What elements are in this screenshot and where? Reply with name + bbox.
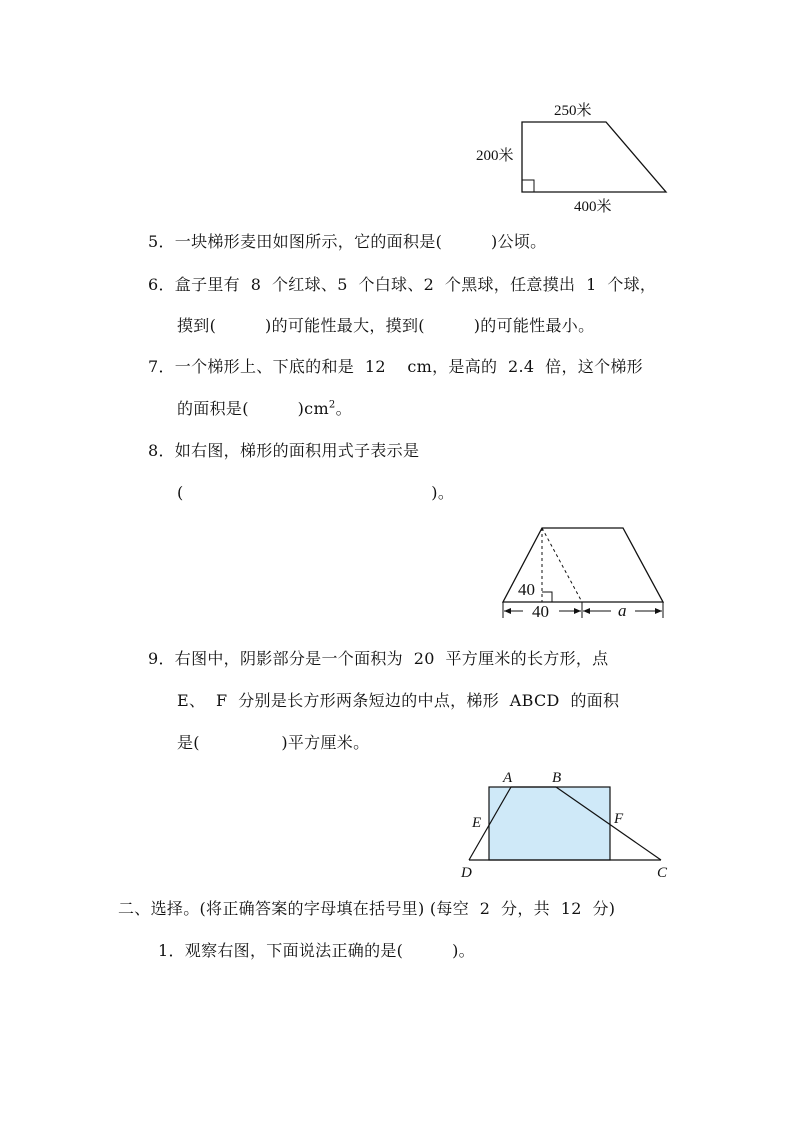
base-right-variable-label: a [618, 601, 627, 620]
arrow-head [655, 608, 662, 614]
question-8-line-1: 8．如右图，梯形的面积用式子表示是 [148, 441, 420, 460]
point-a-label: A [503, 770, 513, 786]
question-8-answer-blank: ( )。 [177, 483, 455, 502]
bottom-base-label: 400米 [574, 199, 612, 215]
right-angle-mark [522, 180, 534, 192]
point-d-label: D [461, 865, 472, 881]
question-7-line-2 [177, 399, 352, 419]
question-7-text: 的面积是( )cm [177, 399, 329, 418]
diagonal-dashed-line [542, 528, 582, 602]
point-b-label: B [552, 770, 562, 786]
question-9-line-1: 9．右图中，阴影部分是一个面积为 20 平方厘米的长方形，点 [148, 649, 609, 668]
right-angle-mark [542, 592, 552, 602]
question-9-line-2: E、 F 分别是长方形两条短边的中点，梯形 ABCD 的面积 [177, 691, 620, 710]
section-2-heading: 二、选择。(将正确答案的字母填在括号里) (每空 2 分，共 12 分) [118, 899, 616, 918]
field-trapezoid-shape [522, 122, 666, 192]
top-base-label: 250米 [554, 103, 592, 119]
section-2-question-1: 1．观察右图，下面说法正确的是( )。 [158, 941, 475, 960]
shaded-rectangle [489, 787, 610, 860]
point-f-label: F [614, 811, 624, 827]
question-7-end: 。 [335, 399, 352, 418]
point-e-label: E [472, 815, 482, 831]
question-5: 5．一块梯形麦田如图所示，它的面积是( )公顷。 [148, 232, 547, 251]
rectangle-trapezoid-figure [455, 765, 680, 885]
arrow-head [504, 608, 511, 614]
trapezoid-area-figure [495, 520, 675, 625]
question-6-line-1: 6．盒子里有 8 个红球、5 个白球、2 个黑球，任意摸出 1 个球， [148, 275, 657, 294]
trapezoid-field-figure [470, 98, 680, 218]
question-7-line-1: 7．一个梯形上、下底的和是 12 cm，是高的 2.4 倍，这个梯形 [148, 357, 643, 376]
question-9-line-3: 是( )平方厘米。 [177, 733, 370, 752]
point-c-label: C [657, 865, 668, 881]
arrow-head [583, 608, 590, 614]
height-label: 200米 [476, 148, 514, 164]
square-superscript: 2 [328, 399, 336, 411]
question-6-line-2: 摸到( )的可能性最大，摸到( )的可能性最小。 [177, 316, 595, 335]
arrow-head [574, 608, 581, 614]
base-left-value-label: 40 [532, 602, 549, 621]
height-value-label: 40 [518, 580, 535, 599]
